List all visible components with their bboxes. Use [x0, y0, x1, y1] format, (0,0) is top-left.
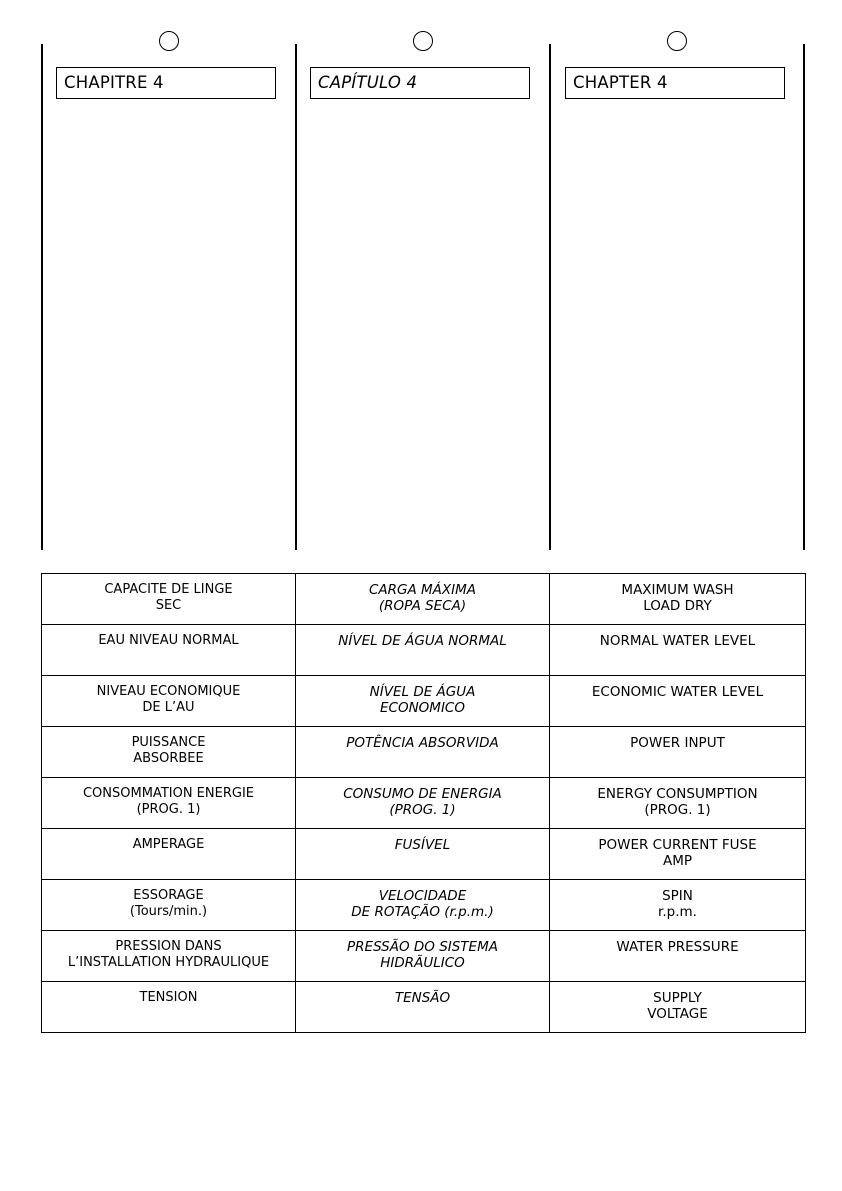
- table-cell-pt: [296, 829, 550, 880]
- cell-text: SUPPLY VOLTAGE: [647, 990, 708, 1022]
- cell-text: FUSÍVEL: [394, 837, 451, 853]
- table-cell-fr: [42, 727, 296, 778]
- cell-text: TENSÃO: [394, 990, 451, 1006]
- table-cell-fr: [42, 829, 296, 880]
- chapter-heading-fr: CHAPITRE 4: [56, 67, 276, 99]
- table-cell-en: [550, 574, 806, 625]
- language-circle-icon-en: [667, 31, 687, 51]
- cell-text: POWER CURRENT FUSE AMP: [598, 837, 757, 869]
- cell-text: NORMAL WATER LEVEL: [599, 633, 756, 649]
- cell-text: CONSUMO DE ENERGIA (PROG. 1): [343, 786, 502, 818]
- chapter-heading-en: CHAPTER 4: [565, 67, 785, 99]
- table-cell-en: [550, 625, 806, 676]
- cell-text: ENERGY CONSUMPTION (PROG. 1): [597, 786, 758, 818]
- table-cell-en: [550, 880, 806, 931]
- table-row: [42, 931, 806, 982]
- cell-text: ECONOMIC WATER LEVEL: [591, 684, 764, 700]
- cell-text: CONSOMMATION ENERGIE (PROG. 1): [82, 786, 254, 817]
- table-row: [42, 727, 806, 778]
- table-cell-en: [550, 727, 806, 778]
- table-cell-pt: [296, 931, 550, 982]
- cell-text: PRESSÃO DO SISTEMA HIDRÃULICO: [347, 939, 498, 971]
- table-cell-en: [550, 676, 806, 727]
- cell-text: CAPACITE DE LINGE SEC: [104, 582, 233, 613]
- table-cell-en: [550, 829, 806, 880]
- cell-text: NÍVEL DE ÁGUA NORMAL: [338, 633, 507, 649]
- cell-text: VELOCIDADE DE ROTAÇÃO (r.p.m.): [351, 888, 494, 920]
- table-row: [42, 829, 806, 880]
- column-divider-1: [295, 44, 297, 550]
- table-row: [42, 574, 806, 625]
- table-cell-pt: [296, 727, 550, 778]
- cell-text: NIVEAU ECONOMIQUE DE L’AU: [96, 684, 241, 715]
- table-cell-fr: [42, 625, 296, 676]
- cell-text: EAU NIVEAU NORMAL: [98, 633, 239, 648]
- table-cell-pt: [296, 778, 550, 829]
- cell-text: SPIN r.p.m.: [658, 888, 697, 920]
- cell-text: AMPERAGE: [132, 837, 205, 852]
- cell-text: PRESSION DANS L’INSTALLATION HYDRAULIQUE: [67, 939, 270, 970]
- cell-text: TENSION: [139, 990, 198, 1005]
- column-divider-left: [41, 44, 43, 550]
- table-cell-en: [550, 778, 806, 829]
- table-row: [42, 676, 806, 727]
- table-row: [42, 880, 806, 931]
- table-cell-fr: [42, 676, 296, 727]
- table-row: [42, 778, 806, 829]
- cell-text: POTÊNCIA ABSORVIDA: [346, 735, 499, 751]
- cell-text: WATER PRESSURE: [616, 939, 739, 955]
- table-cell-pt: [296, 574, 550, 625]
- cell-text: PUISSANCE ABSORBEE: [131, 735, 206, 766]
- language-circle-icon-pt: [413, 31, 433, 51]
- table-cell-pt: [296, 982, 550, 1033]
- cell-text: NÍVEL DE ÁGUA ECONOMICO: [369, 684, 476, 716]
- column-divider-right: [803, 44, 805, 550]
- chapter-heading-pt: CAPÍTULO 4: [310, 67, 530, 99]
- table-row: [42, 982, 806, 1033]
- table-cell-fr: [42, 880, 296, 931]
- table-cell-en: [550, 982, 806, 1033]
- table-cell-pt: [296, 625, 550, 676]
- table-cell-en: [550, 931, 806, 982]
- language-circle-icon-fr: [159, 31, 179, 51]
- table-cell-fr: [42, 931, 296, 982]
- cell-text: MAXIMUM WASH LOAD DRY: [621, 582, 734, 614]
- table-cell-pt: [296, 880, 550, 931]
- cell-text: POWER INPUT: [630, 735, 725, 751]
- specification-table: [41, 573, 806, 1033]
- table-cell-fr: [42, 778, 296, 829]
- cell-text: ESSORAGE (Tours/min.): [129, 888, 208, 919]
- table-cell-fr: [42, 574, 296, 625]
- column-divider-2: [549, 44, 551, 550]
- table-cell-pt: [296, 676, 550, 727]
- table-row: [42, 625, 806, 676]
- cell-text: CARGA MÁXIMA (ROPA SECA): [368, 582, 477, 614]
- table-cell-fr: [42, 982, 296, 1033]
